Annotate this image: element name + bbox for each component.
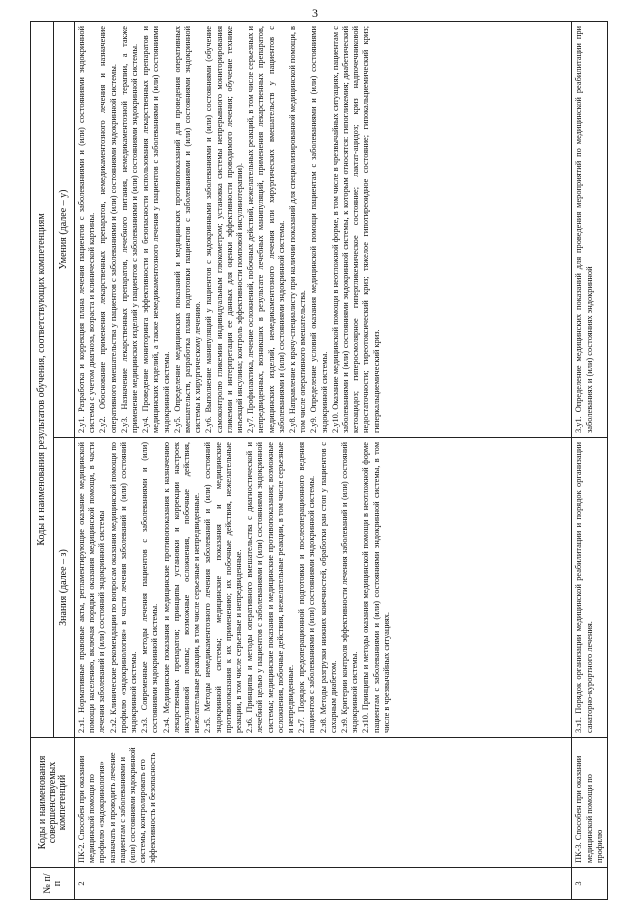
page-number: 3: [312, 6, 318, 20]
row-num: 3: [572, 868, 608, 900]
skill-item: 3.у1. Определение медицинских показаний для проведения мероприятий по медицинской реабилитации при заболеваниях и (или) состояниях эндокринной: [574, 25, 594, 433]
skill-item: 2.у7. Профилактика, лечение осложнений, побочных действий, нежелательных реакций, в том числе серьезных и непредвиденных, возникших в результате лечебных манипуляций, применения лекарственных препаратов, медицинских изделий, немедикаментозного лечения или хирургических вмешательств у пациентов с заболеваниями и (или) состояниями эндокринной системы.: [246, 25, 286, 433]
knowledge-item: 2.з6. Принципы и методы оперативного вмешательства с диагностической и лечебной целью у пациентов с заболеваниями и (или) состояниями эндокринной системы; медицинские показания и медицинские противопоказания; возможные осложнения, побочные действия, нежелательные реакции, в том числе серьезные и непредвиденные.: [245, 442, 296, 733]
knowledge-item: 2.з4. Медицинские показания и медицинские противопоказания к назначению лекарственных препаратов; принципы установки и коррекции настроек инсулиновой помпы; возможные осложнения, побочные действия, нежелательные реакции, в том числе серьезные и непредвиденные.: [161, 442, 202, 733]
skill-item: 2.у5. Определение медицинских показаний и медицинских противопоказаний для проведения оперативных вмешательств, разработка плана подготовки пациентов с заболеваниями и (или) состояниями эндокринной системы к хирургическому лечению.: [172, 25, 203, 433]
skills-cell: [572, 21, 608, 437]
skill-item: 2.у9. Определение условий оказания медицинской помощи пациентам с заболеваниями и (или) состояниями эндокринной системы.: [309, 25, 329, 433]
knowledge-item: 2.з2. Клинические рекомендации по вопросам оказания медицинской помощи по профилю «эндокринология» в части лечения заболеваний и (или) состояний эндокринной системы.: [108, 442, 139, 733]
competency-cell: ПК-3. Способен при оказании медицинской помощи по профилю: [572, 738, 608, 868]
knowledge-item: 2.з7. Порядок предоперационной подготовки и послеоперационного ведения пациентов с заболеваниями и (или) состояниями эндокринной системы.: [297, 442, 317, 733]
knowledge-cell: [572, 438, 608, 738]
table-row: [75, 21, 572, 899]
knowledge-item: 2.з8. Методы разгрузки нижних конечностей, обработки ран стоп у пациентов с сахарным диабетом.: [318, 442, 338, 733]
competency-table: [30, 21, 608, 900]
header-knowledge: Знания (далее – з): [54, 438, 75, 738]
skill-item: 2.у4. Проведение мониторинга эффективности и безопасности использования лекарственных препаратов и медицинских изделий, а также немедикаментозного лечения у пациентов с заболеваниями и (или) состояниями эндокринной системы.: [141, 25, 171, 433]
knowledge-item: 2.з10. Принципы и методы оказания медицинской помощи в неотложной форме пациентам с заболеваниями и (или) состояниями эндокринной системы, в том числе в чрезвычайных ситуациях.: [361, 442, 391, 733]
table-header-row: [31, 21, 54, 899]
knowledge-item: 2.з9. Критерии контроля эффективности лечения заболеваний и (или) состояний эндокринной системы.: [340, 442, 360, 733]
skill-item: 2.у6. Выполнение манипуляций у пациентов с эндокринными заболеваниями и (или) состояниями (обучение самоконтролю гликемии индивидуальным глюкометром; установка системы непрерывного мониторирования гликемии и интерпретация ее данных для оценки эффективности проводимого лечения; обучение технике инъекций инсулина; контроль эффективности помповой инсулинотерапии).: [204, 25, 245, 433]
skill-item: 2.у2. Обоснование применения лекарственных препаратов, немедикаментозного лечения и назначение оперативного вмешательства у пациентов с заболеваниями и (или) состояниями эндокринной системы.: [98, 25, 118, 433]
skill-item: 2.у1. Разработка и коррекция плана лечения пациентов с заболеваниями и (или) состояниями эндокринной системы с учетом диагноза, возраста и клинической картины.: [77, 25, 97, 433]
header-num: № п/п: [31, 868, 75, 900]
skill-item: 2.у8. Направление к врачу-специалисту при наличии показаний для специализированной медицинской помощи, в том числе оперативного вмешательства.: [288, 25, 308, 433]
competency-cell: ПК-2. Способен при оказании медицинской помощи по профилю «эндокринология» назначать и проводить лечение пациентам с заболеваниями и (или) состояниями эндокринной системы, контролировать его эффективность и безопасность: [75, 738, 572, 868]
header-skills: Умения (далее – у): [54, 21, 75, 437]
knowledge-item: 2.з3. Современные методы лечения пациентов с заболеваниями и (или) состояниями эндокринной системы.: [140, 442, 160, 733]
knowledge-item: 2.з5. Методы немедикаментозного лечения заболеваний и (или) состояний эндокринной системы; медицинские показания и медицинские противопоказания к их применению; их побочные действия, нежелательные реакции, в том числе серьезные и непредвиденные.: [203, 442, 244, 733]
header-group: Коды и наименования результатов обучения, соответствующих компетенциям: [31, 21, 54, 737]
row-num: 2: [75, 868, 572, 900]
rotated-table-wrapper: [30, 22, 608, 900]
knowledge-item: 3.з1. Порядок организации медицинской реабилитации и порядок организации санаторно-курортного лечения.: [574, 442, 594, 733]
table-row: [572, 21, 608, 899]
skill-item: 2.у3. Назначение лекарственных препаратов, лечебного питания, немедикаментозной терапии, а также применение медицинских изделий у пациентов с заболеваниями и (или) состояниями эндокринной системы.: [119, 25, 140, 433]
skills-cell: [75, 21, 572, 437]
header-codes: Коды и наименования совершенствуемых компетенций: [31, 738, 75, 868]
knowledge-cell: [75, 438, 572, 738]
knowledge-item: 2.з1. Нормативные правовые акты, регламентирующие оказание медицинской помощи населению, включая порядки оказания медицинской помощи, в части лечения заболеваний и (или) состояний эндокринной системы: [77, 442, 107, 733]
skill-item: 2.у10. Оказание медицинской помощи в неотложной форме, в том числе в чрезвычайных ситуациях, пациентам с заболеваниями и (или) состояниями эндокринной системы, к которым относятся: гипогликемия; диабетический кетоацидоз; гиперосмолярное гипергликемическое состояние; лактат-ацидоз; криз надпочечниковой недостаточности; тиреотоксический криз; тяжелое гипотиреоидное состояние; гипокальциемический криз; гиперкальциемический криз.: [330, 25, 381, 433]
